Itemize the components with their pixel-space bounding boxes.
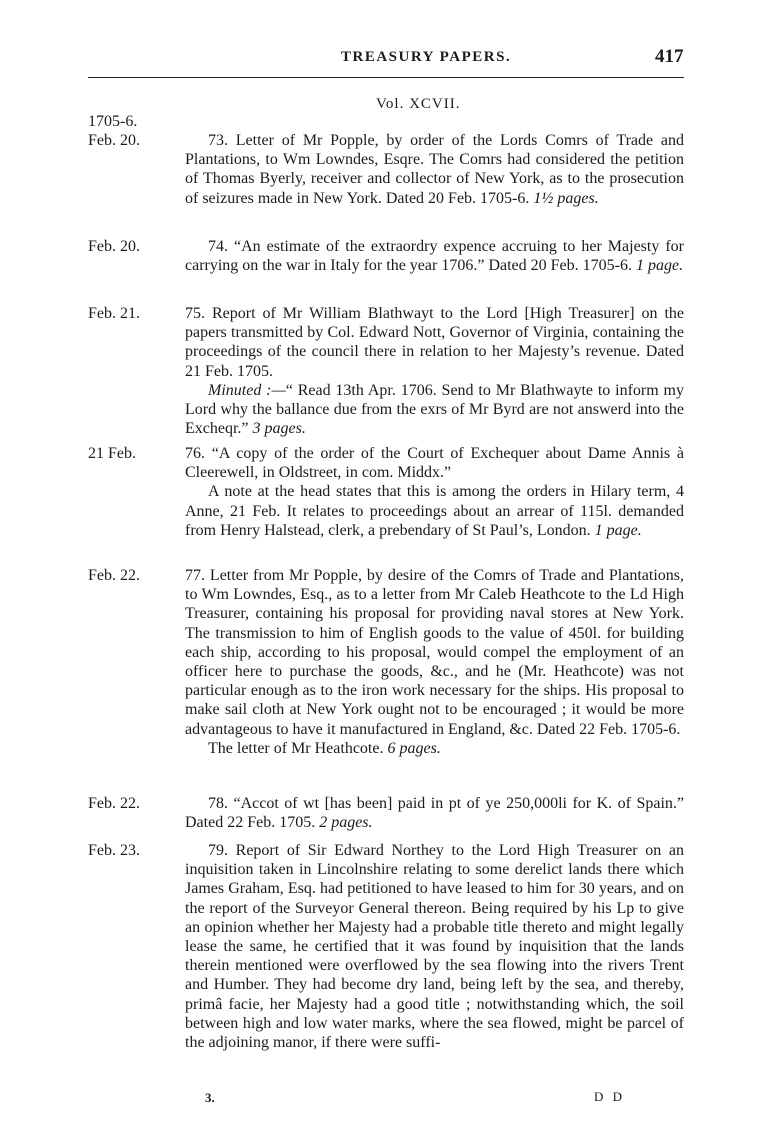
entry-text: Report of Sir Edward Northey to the Lord High Treasurer on an inquisition taken in Lincolnshire relating to some derelict lands there which James Graham, Esq. had petitioned to have leased to him for 30 years, and on the report of the Surveyor General thereon. Being required by his Lp to give an opinion whether her Majesty had a probable title thereto and might legally lease the same, he certified that it was found by inquisition that the lands therein mentioned were overflowed by the sea flowing into the rivers Trent and Humber. They had become dry land, being left by the sea, and thereby, primâ facie, her Majesty had a good title ; notwithstanding which, the soil between high and low water marks, where the sea flowed, might be parcel of the adjoining manor, if there were suffi- [185,842,684,1052]
entry-body [185,444,684,540]
entry-text: Letter of Mr Popple, by order of the Lords Comrs of Trade and Plantations, to Wm Lowndes, Esqre. The Comrs had considered the petition of Thomas Byerly, receiver and collector of New York, as to the prosecution of seizures made in New York. Dated 20 Feb. 1705-6. [185,132,684,207]
entry-text: Letter from Mr Popple, by desire of the Comrs of Trade and Plantations, to Wm Lowndes, Esq., as to a letter from Mr Caleb Heathcote to the Ld High Treasurer, containing his proposal for providing naval stores at New York. The transmission to him of English goods to the value of 450l. for building each ship, according to his proposal, would compel the employment of an officer here to purchase the goods, &c., and he (Mr. Heathcote) was not particular enough as to the iron work necessary for the ships. His proposal to make sail cloth at New York ought not to be encouraged ; it would be more advantageous to have it manufactured in England, &c. Dated 22 Feb. 1705-6. [185,567,684,738]
entry-note: A note at the head states that this is among the orders in Hilary term, 4 Anne, 21 Feb. It relates to proceedings about an arrear of 115l. demanded from Henry Halstead, clerk, a prebendary of St Paul’s, London. [185,483,684,539]
entry-pages: 1 page. [594,521,642,539]
entry-body [185,566,684,758]
header-rule [88,77,684,78]
entry-date: Feb. 22. [88,795,140,812]
page-number: 417 [655,46,684,67]
entry-body [185,794,684,832]
entry-number: 73. [208,132,228,149]
year-label: 1705-6. [88,113,138,130]
entry-date: 21 Feb. [88,445,136,462]
entry-pages: 1 page. [635,257,684,275]
entry-date: Feb. 20. [88,132,140,149]
entry-number: 77. [185,567,205,584]
minuted-label: Minuted :— [208,381,286,399]
signature-mark: 3. [205,1090,215,1105]
gathering-mark: D D [594,1089,626,1104]
entry-body [185,237,684,275]
entry-number: 78. [208,795,228,812]
entry-note: The letter of Mr Heathcote. [208,739,384,757]
entry-number: 75. [185,305,205,322]
entry-date: Feb. 23. [88,842,140,859]
entry-number: 74. [208,238,228,255]
entry-date: Feb. 22. [88,567,140,584]
entry-body [185,304,684,438]
entry-pages: 2 pages. [319,814,373,832]
entry-number: 79. [208,842,228,859]
entry-pages: 3 pages. [252,420,306,438]
entry-text: Report of Mr William Blathwayt to the Lord [High Treasurer] on the papers transmitted by Col. Edward Nott, Governor of Virginia, containing the proceedings of the council there in relation to her Majesty’s revenue. Dated 21 Feb. 1705. [185,305,684,380]
entry-text: “An estimate of the extraordry expence accruing to her Majesty for carrying on the war in Italy for the year 1706.” Dated 20 Feb. 1705-6. [185,238,684,275]
entry-number: 76. [185,445,205,462]
entry-pages: 6 pages. [387,739,441,757]
running-title: TREASURY PAPERS. [341,49,512,65]
entry-pages: 1½ pages. [533,189,599,207]
entry-body [185,841,684,1052]
entry-text: “Accot of wt [has been] paid in pt of ye 250,000li for K. of Spain.” Dated 22 Feb. 1705. [185,795,685,832]
entry-date: Feb. 21. [88,305,140,322]
volume-heading: Vol. XCVII. [376,96,461,112]
entry-body [185,131,684,208]
entry-date: Feb. 20. [88,238,140,255]
entry-text: “A copy of the order of the Court of Exchequer about Dame Annis à Cleerewell, in Oldstreet, in com. Middx.” [185,445,684,482]
minuted-text: “ Read 13th Apr. 1706. Send to Mr Blathwayte to inform my Lord why the ballance due from the exrs of Mr Byrd are not answerd into the Excheqr.” [185,381,685,438]
